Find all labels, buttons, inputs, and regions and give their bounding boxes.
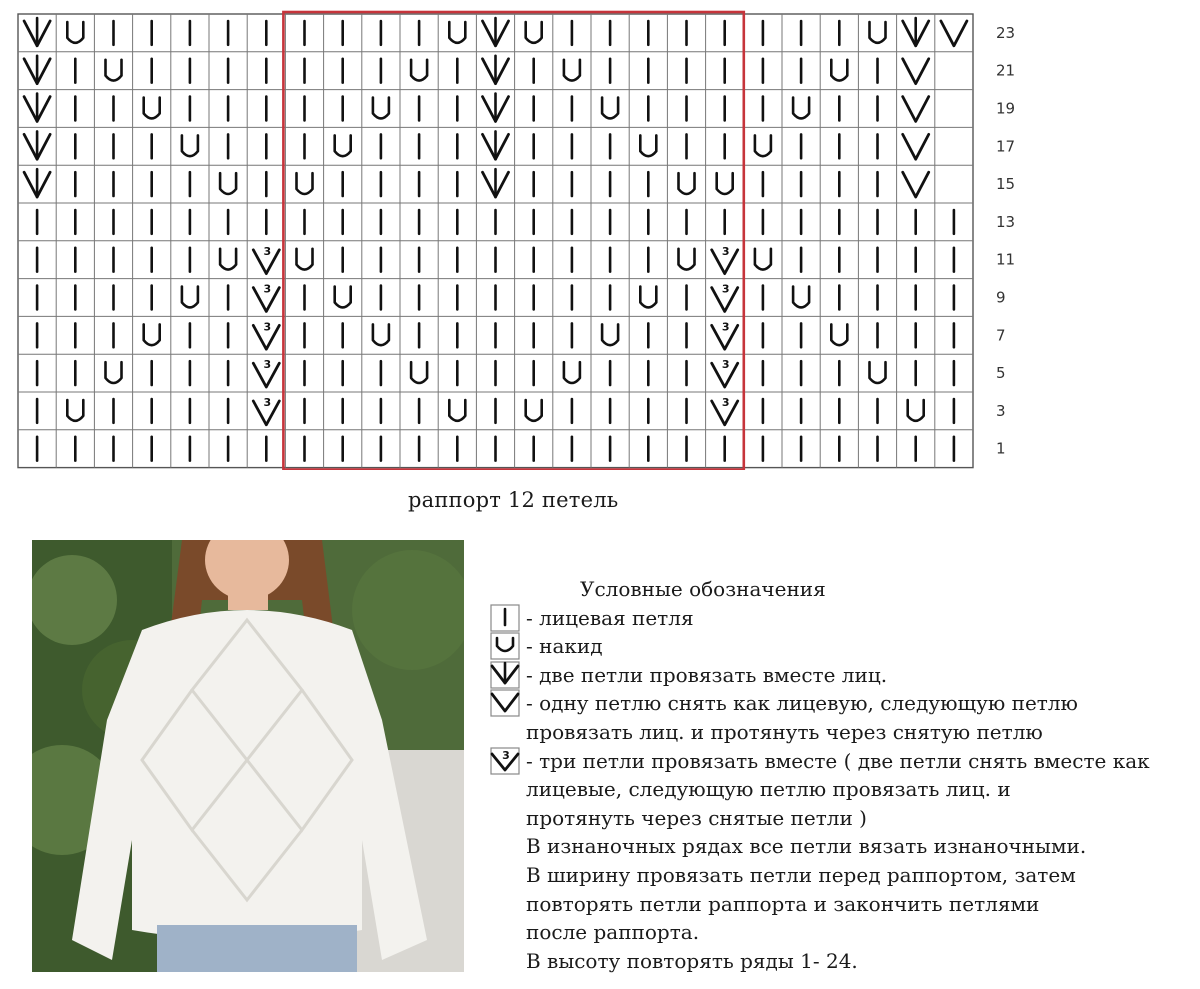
photo-neck	[228, 580, 268, 610]
row-number: 1	[996, 439, 1006, 458]
legend-note: В изнаночных рядах все петли вязать изнаночными.	[526, 834, 1087, 859]
row-number: 3	[996, 401, 1006, 420]
ssk-icon	[490, 689, 520, 717]
legend-row	[490, 718, 1195, 747]
row-number: 15	[996, 175, 1016, 194]
centered-double-decrease-icon	[490, 747, 520, 775]
legend-text: - две петли провязать вместе лиц.	[526, 662, 888, 687]
row-number: 19	[996, 99, 1016, 118]
row-number: 5	[996, 364, 1006, 383]
legend-row	[490, 804, 1195, 833]
legend-text: протянуть через снятые петли )	[526, 805, 867, 830]
legend-text: - три петли провязать вместе ( две петли снять вместе как	[526, 748, 1150, 773]
row-number: 17	[996, 137, 1016, 156]
svg-text:3: 3	[721, 244, 730, 258]
row-number: 21	[996, 61, 1016, 80]
legend-row	[490, 689, 1195, 718]
knitting-chart	[0, 0, 1040, 470]
legend-items	[490, 604, 1195, 833]
row-number: 23	[996, 23, 1016, 42]
legend-title: Условные обозначения	[580, 577, 826, 601]
svg-text:3: 3	[263, 358, 272, 372]
legend-notes	[490, 832, 1195, 975]
svg-text:3: 3	[721, 320, 730, 334]
legend-text: провязать лиц. и протянуть через снятую петлю	[526, 719, 1043, 744]
sweater-photo	[32, 540, 464, 972]
svg-text:3: 3	[502, 748, 510, 762]
row-number: 7	[996, 326, 1006, 345]
legend-row	[490, 632, 1195, 661]
legend-row	[490, 747, 1195, 776]
svg-text:3: 3	[721, 396, 730, 409]
legend-note: В ширину провязать петли перед раппортом, затем	[526, 862, 1076, 887]
legend-text: - накид	[526, 634, 603, 659]
legend-text: - одну петлю снять как лицевую, следующую петлю	[526, 691, 1078, 716]
legend-note: В высоту повторять ряды 1- 24.	[526, 948, 858, 973]
svg-text:3: 3	[263, 396, 272, 409]
row-number: 13	[996, 212, 1016, 231]
legend-text: - лицевая петля	[526, 605, 694, 630]
legend-row	[490, 661, 1195, 690]
svg-text:3: 3	[721, 282, 730, 296]
yarn-over-icon	[490, 632, 520, 660]
svg-text:3: 3	[263, 282, 272, 296]
row-number: 9	[996, 288, 1006, 307]
legend-row	[490, 775, 1195, 804]
photo-jeans	[157, 925, 357, 972]
k2tog-icon	[490, 661, 520, 689]
legend	[490, 575, 1195, 975]
row-number: 11	[996, 250, 1016, 269]
legend-note: повторять петли раппорта и закончить петлями	[526, 891, 1040, 916]
svg-text:3: 3	[263, 244, 272, 258]
knit-stitch-icon	[490, 604, 520, 632]
legend-text: лицевые, следующую петлю провязать лиц. и	[526, 777, 1011, 802]
svg-text:3: 3	[263, 320, 272, 334]
legend-note: после раппорта.	[526, 920, 700, 945]
repeat-caption: раппорт 12 петель	[408, 488, 619, 512]
legend-row	[490, 604, 1195, 633]
svg-text:3: 3	[721, 358, 730, 372]
